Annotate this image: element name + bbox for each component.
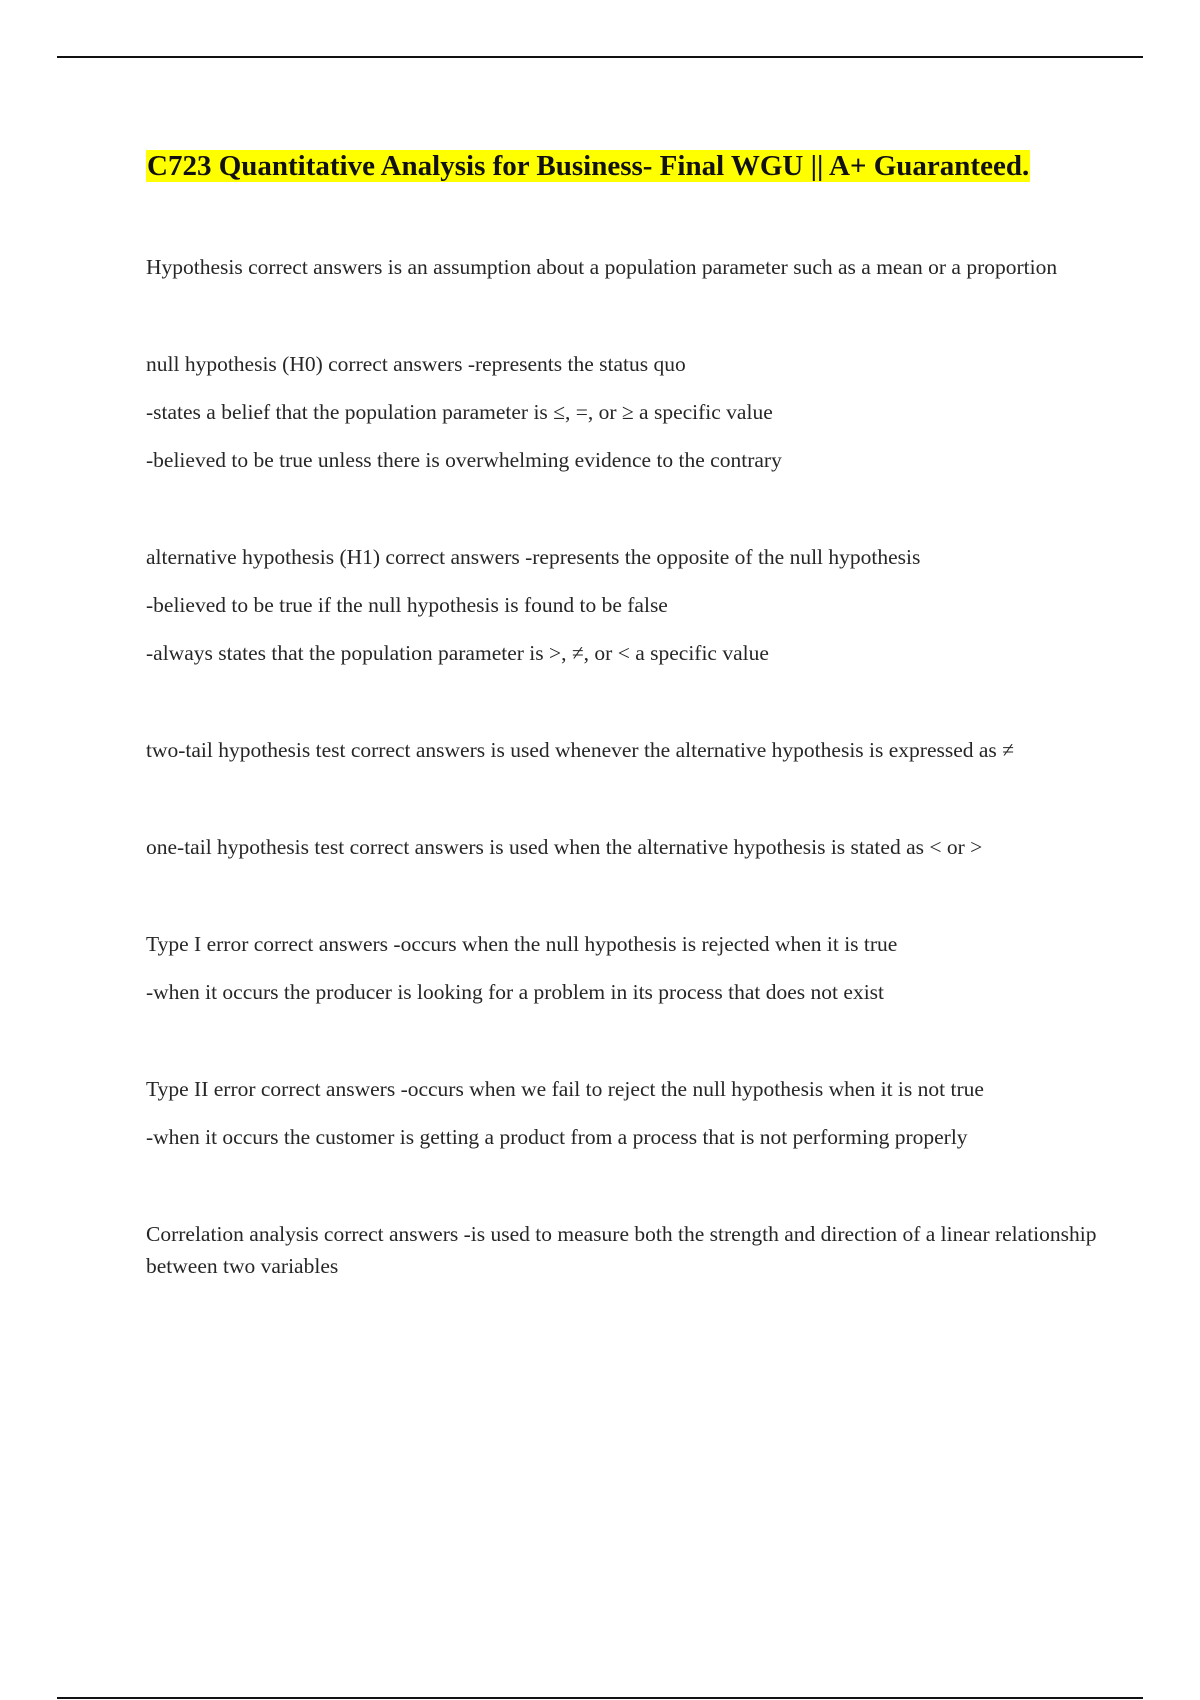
entry-type-ii-error	[146, 1073, 1106, 1153]
entry-line: null hypothesis (H0) correct answers -represents the status quo	[146, 352, 686, 376]
document-body	[146, 251, 1106, 1282]
entry-line: -believed to be true if the null hypothesis is found to be false	[146, 593, 668, 617]
entry-line: two-tail hypothesis test correct answers is used whenever the alternative hypothesis is expressed as ≠	[146, 738, 1014, 762]
entry-alternative-hypothesis	[146, 541, 1106, 669]
header-rule	[57, 56, 1143, 58]
document-title	[146, 145, 1106, 187]
footer-rule	[57, 1697, 1143, 1699]
entry-hypothesis	[146, 251, 1106, 283]
entry-line: Type II error correct answers -occurs when we fail to reject the null hypothesis when it is not true	[146, 1077, 984, 1101]
entry-correlation-analysis	[146, 1218, 1106, 1282]
entry-line: -when it occurs the producer is looking for a problem in its process that does not exist	[146, 980, 885, 1004]
entry-one-tail-test	[146, 831, 1106, 863]
entry-type-i-error	[146, 928, 1106, 1008]
entry-line: alternative hypothesis (H1) correct answers -represents the opposite of the null hypothesis	[146, 545, 921, 569]
entry-line: one-tail hypothesis test correct answers is used when the alternative hypothesis is stated as < or >	[146, 835, 983, 859]
title-highlight: C723 Quantitative Analysis for Business- Final WGU || A+ Guaranteed.	[147, 150, 1030, 182]
entry-line: -states a belief that the population parameter is ≤, =, or ≥ a specific value	[146, 400, 773, 424]
entry-two-tail-test	[146, 734, 1106, 766]
entry-line: Hypothesis correct answers is an assumption about a population parameter such as a mean or a proportion	[146, 255, 1058, 279]
entry-line: Type I error correct answers -occurs when the null hypothesis is rejected when it is true	[146, 932, 898, 956]
document-content	[146, 145, 1106, 1282]
entry-line: -always states that the population parameter is >, ≠, or < a specific value	[146, 641, 769, 665]
entry-line: Correlation analysis correct answers -is used to measure both the strength and direction of a linear relationship between two variables	[146, 1222, 1097, 1278]
entry-null-hypothesis	[146, 348, 1106, 476]
entry-line: -when it occurs the customer is getting a product from a process that is not performing properly	[146, 1125, 968, 1149]
entry-line: -believed to be true unless there is overwhelming evidence to the contrary	[146, 448, 782, 472]
